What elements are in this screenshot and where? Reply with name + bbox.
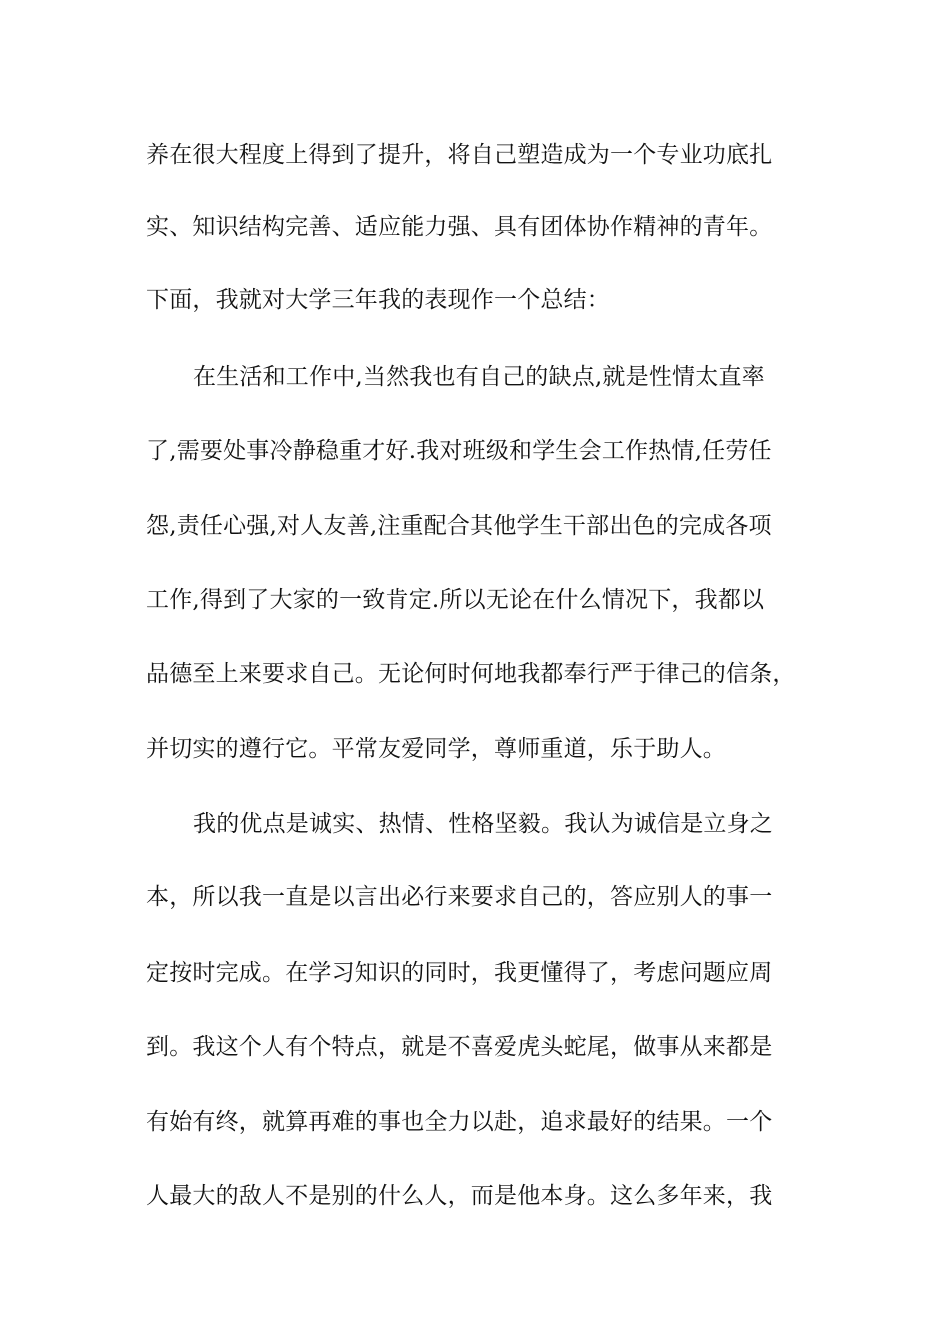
- text-line: 实、知识结构完善、适应能力强、具有团体协作精神的青年。: [146, 214, 773, 240]
- text-line: 品德至上来要求自己。无论何时何地我都奉行严于律己的信条，: [146, 661, 796, 687]
- paragraph-first-line: 在生活和工作中,当然我也有自己的缺点,就是性情太直率: [193, 364, 765, 390]
- text-line: 养在很大程度上得到了提升，将自己塑造成为一个专业功底扎: [146, 142, 773, 168]
- text-line: 并切实的遵行它。平常友爱同学，尊师重道，乐于助人。: [146, 736, 726, 762]
- text-line: 人最大的敌人不是别的什么人，而是他本身。这么多年来，我: [146, 1183, 773, 1209]
- text-line: 工作,得到了大家的一致肯定.所以无论在什么情况下，我都以: [146, 587, 765, 613]
- text-line: 怨,责任心强,对人友善,注重配合其他学生干部出色的完成各项: [146, 513, 772, 539]
- text-line: 定按时完成。在学习知识的同时，我更懂得了，考虑问题应周: [146, 960, 773, 986]
- text-line: 有始有终，就算再难的事也全力以赴，追求最好的结果。一个: [146, 1109, 773, 1135]
- text-line: 了,需要处事冷静稳重才好.我对班级和学生会工作热情,任劳任: [146, 438, 772, 464]
- text-line: 到。我这个人有个特点，就是不喜爱虎头蛇尾，做事从来都是: [146, 1034, 773, 1060]
- text-line: 下面，我就对大学三年我的表现作一个总结：: [146, 287, 610, 313]
- paragraph-first-line: 我的优点是诚实、热情、性格坚毅。我认为诚信是立身之: [193, 811, 773, 837]
- text-line: 本，所以我一直是以言出必行来要求自己的，答应别人的事一: [146, 884, 773, 910]
